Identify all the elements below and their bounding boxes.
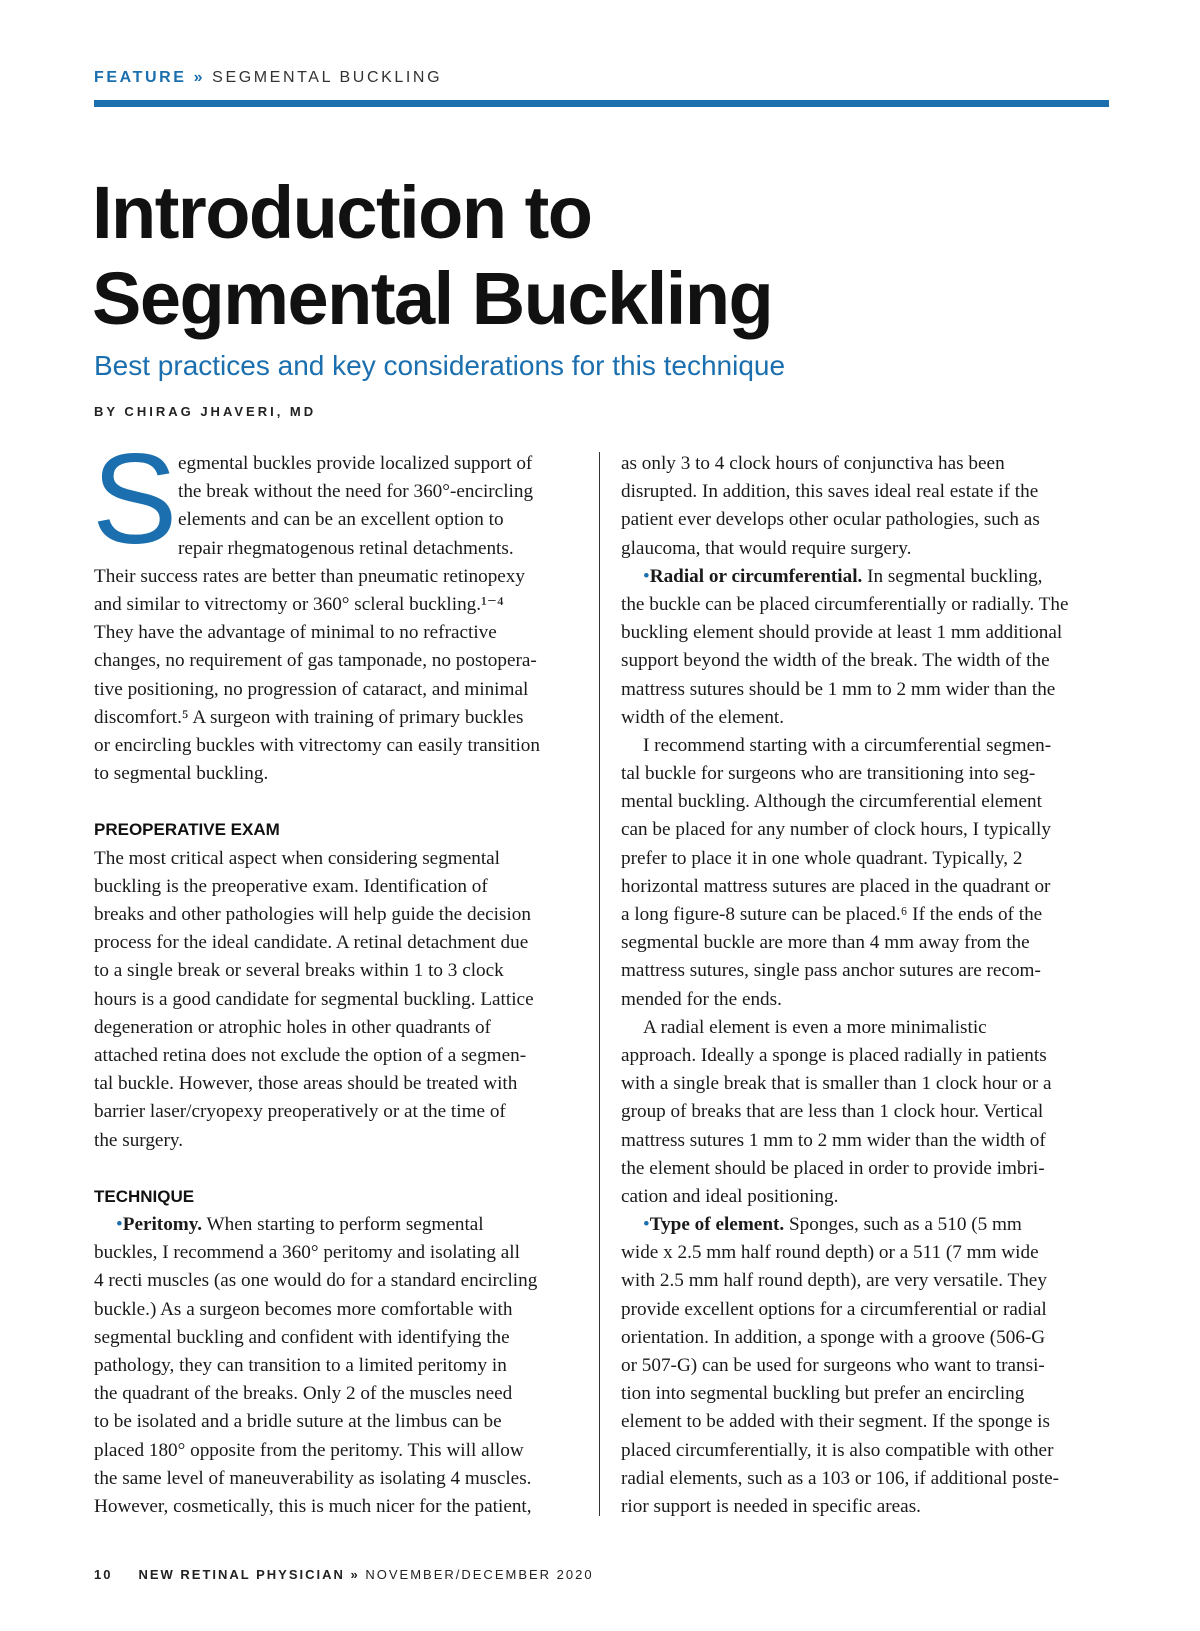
text-line: Their success rates are better than pneumatic retinopexy [94,565,525,587]
topic-label: SEGMENTAL BUCKLING [205,69,443,86]
spacer [94,1155,578,1183]
header-rule [94,100,1109,107]
text-line: segmental buckle are more than 4 mm away from the [621,932,1030,954]
type-paragraph [621,1239,1113,1521]
intro-paragraph [94,450,578,788]
text-line: the break without the need for 360°-encircling [178,481,534,503]
text-line: a long figure-8 suture can be placed.⁶ If the ends of the [621,904,1043,925]
text-line: or 507-G) can be used for surgeons who want to transi- [621,1355,1045,1376]
text-line: as only 3 to 4 clock hours of conjunctiva has been [621,453,1005,474]
text-line: mattress sutures, single pass anchor sutures are recom- [621,960,1041,982]
text-line: mental buckling. Although the circumferential element [621,791,1042,813]
text-line: the element should be placed in order to provide imbri- [621,1157,1045,1179]
text-line: barrier laser/cryopexy preoperatively or at the time of [94,1101,506,1123]
text-line: repair rhegmatogenous retinal detachments. [178,537,514,559]
text-line: breaks and other pathologies will help guide the decision [94,904,531,925]
issue-date: NOVEMBER/DECEMBER 2020 [359,1567,594,1582]
page-number: 10 [94,1567,113,1582]
text-line: egmental buckles provide localized support of [178,453,533,474]
text-line: or encircling buckles with vitrectomy can easily transition [94,734,540,756]
text-line: the surgery. [94,1129,183,1151]
text-line: attached retina does not exclude the option of a segmen- [94,1044,527,1066]
left-column [94,450,578,1521]
text-line: element to be added with their segment. If the sponge is [621,1411,1050,1433]
peritomy-first-text: When starting to perform segmental [202,1214,484,1236]
text-line: I recommend starting with a circumferential segmen- [643,734,1052,756]
title-line-2: Segmental Buckling [92,257,773,340]
text-line: buckle.) As a surgeon becomes more comfortable with [94,1298,513,1320]
text-line: elements and can be an excellent option to [178,509,504,531]
recommend-paragraph [621,732,1113,1014]
text-line: However, cosmetically, this is much nicer for the patient, [94,1495,532,1517]
text-line: tive positioning, no progression of cataract, and minimal [94,678,529,700]
text-line: group of breaks that are less than 1 clock hour. Vertical [621,1101,1044,1123]
text-line: to a single break or several breaks within 1 to 3 clock [94,960,504,982]
text-line: wide x 2.5 mm half round depth) or a 511 (7 mm wide [621,1242,1039,1264]
drop-cap: S [92,428,178,571]
spacer [94,788,578,816]
text-line: tal buckle. However, those areas should be treated with [94,1073,518,1095]
peritomy-first-line [94,1211,578,1239]
text-line: They have the advantage of minimal to no refractive [94,622,497,644]
text-line: 4 recti muscles (as one would do for a standard encircling [94,1270,538,1292]
text-line: with a single break that is smaller than 1 clock hour or a [621,1073,1052,1095]
text-line: and similar to vitrectomy or 360° scleral buckling.¹⁻⁴ [94,593,504,615]
text-line: rior support is needed in specific areas. [621,1495,921,1517]
text-line: glaucoma, that would require surgery. [621,537,912,559]
text-line: orientation. In addition, a sponge with a groove (506-G [621,1326,1046,1348]
type-first-line [621,1211,1113,1239]
byline: BY CHIRAG JHAVERI, MD [94,404,317,419]
text-line: the buckle can be placed circumferentially or radially. The [621,593,1069,615]
section-label: FEATURE » [94,69,206,86]
text-line: The most critical aspect when considering segmental [94,847,501,869]
bullet-icon: • [643,565,650,587]
text-line: prefer to place it in one whole quadrant. Typically, 2 [621,847,1023,869]
text-line: placed circumferentially, it is also compatible with other [621,1439,1054,1461]
title-line-1: Introduction to [92,171,592,254]
publication-name: NEW RETINAL PHYSICIAN » [138,1567,360,1582]
text-line: to be isolated and a bridle suture at the limbus can be [94,1411,502,1433]
right-column [621,450,1113,1521]
text-line: tion into segmental buckling but prefer an encircling [621,1383,1025,1405]
text-line: can be placed for any number of clock hours, I typically [621,819,1051,841]
text-line: process for the ideal candidate. A retinal detachment due [94,932,529,954]
radial-element-paragraph [621,1014,1113,1211]
radial-label: Radial or circumferential. [649,565,863,587]
text-line: provide excellent options for a circumferential or radial [621,1298,1047,1320]
text-line: segmental buckling and confident with identifying the [94,1326,510,1348]
text-line: discomfort.⁵ A surgeon with training of primary buckles [94,706,524,728]
heading-technique: TECHNIQUE [94,1186,195,1206]
bullet-icon: • [116,1214,123,1236]
text-line: mattress sutures should be 1 mm to 2 mm wider than the [621,678,1056,700]
text-line: pathology, they can transition to a limited peritomy in [94,1355,507,1376]
radial-paragraph [621,591,1113,732]
text-line: cation and ideal positioning. [621,1185,839,1207]
text-line: changes, no requirement of gas tamponade, no postopera- [94,650,537,672]
text-line: mended for the ends. [621,988,782,1010]
text-line: buckling is the preoperative exam. Identification of [94,875,488,897]
type-first-text: Sponges, such as a 510 (5 mm [784,1214,1022,1236]
section-kicker [94,69,442,87]
text-line: approach. Ideally a sponge is placed radially in patients [621,1044,1047,1066]
text-line: patient ever develops other ocular pathologies, such as [621,509,1040,531]
text-line: degeneration or atrophic holes in other quadrants of [94,1016,491,1038]
text-line: the quadrant of the breaks. Only 2 of the muscles need [94,1383,513,1405]
article-title [92,170,772,342]
page-footer [94,1567,594,1582]
text-line: to segmental buckling. [94,763,269,785]
article-subtitle: Best practices and key considerations for this technique [94,350,786,381]
type-label: Type of element. [649,1214,785,1236]
text-line: support beyond the width of the break. The width of the [621,650,1050,672]
radial-first-line [621,563,1113,591]
text-line: horizontal mattress sutures are placed in the quadrant or [621,875,1051,897]
text-line: placed 180° opposite from the peritomy. This will allow [94,1439,524,1461]
heading-preoperative-exam: PREOPERATIVE EXAM [94,820,280,840]
peritomy-label: Peritomy. [122,1214,203,1236]
text-line: hours is a good candidate for segmental buckling. Lattice [94,988,534,1010]
text-line: radial elements, such as a 103 or 106, if additional poste- [621,1467,1059,1489]
preop-paragraph [94,845,578,1155]
text-line: tal buckle for surgeons who are transitioning into seg- [621,763,1036,785]
radial-first-text: In segmental buckling, [862,565,1043,587]
text-line: A radial element is even a more minimalistic [643,1016,987,1038]
text-line: with 2.5 mm half round depth), are very versatile. They [621,1270,1047,1292]
text-line: disrupted. In addition, this saves ideal real estate if the [621,481,1039,503]
text-line: buckling element should provide at least 1 mm additional [621,622,1063,644]
continued-paragraph [621,450,1113,563]
peritomy-paragraph [94,1239,578,1521]
text-line: buckles, I recommend a 360° peritomy and isolating all [94,1242,520,1264]
text-line: the same level of maneuverability as isolating 4 muscles. [94,1467,532,1489]
text-line: mattress sutures 1 mm to 2 mm wider than the width of [621,1129,1046,1151]
text-line: width of the element. [621,706,785,728]
bullet-icon: • [643,1214,650,1236]
column-divider [599,452,600,1516]
